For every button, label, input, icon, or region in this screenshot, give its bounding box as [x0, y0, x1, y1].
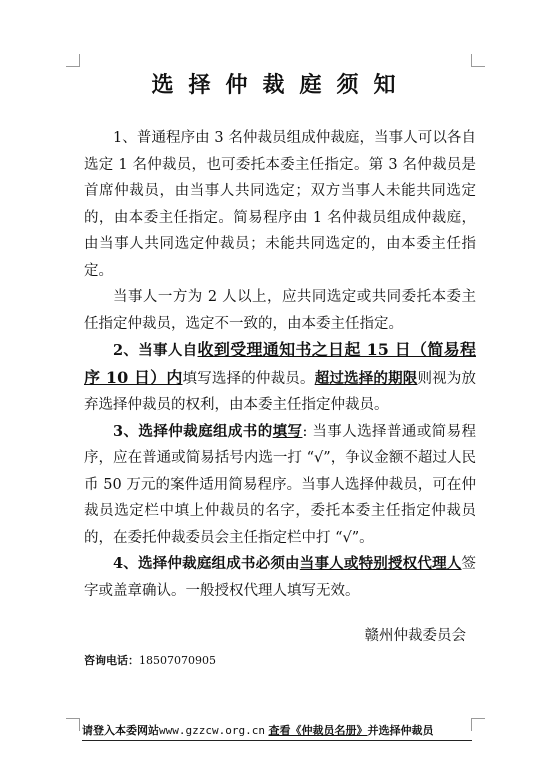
paragraph-4: [84, 551, 476, 604]
footer-roster-link[interactable]: 查看《仲裁员名册》: [268, 724, 368, 737]
p2-mid: 填写选择的仲裁员。: [182, 370, 315, 387]
footer-url[interactable]: www.gzzcw.org.cn: [159, 724, 265, 737]
paragraph-3: [84, 419, 476, 552]
signature: 赣州仲裁委员会: [364, 628, 466, 644]
p4-tail: 签字或盖章确认。一般授权代理人填写无效。: [84, 556, 476, 599]
p4-signer: 当事人或特别授权代理人: [299, 555, 462, 572]
p3-fill: 填写: [272, 422, 303, 440]
p2-lead: 2、当事人自: [113, 342, 198, 359]
p1-text: 1、普通程序由 3 名仲裁员组成仲裁庭，当事人可以各自选定 1 名仲裁员，也可委托本委主任指定。第 3 名仲裁员是首席仲裁员，由当事人共同选定；双方当事人未能共同选定的，由本委主任指定。简易程序由 1 名仲裁员组成仲裁庭，由当事人共同选定仲裁员；未能共同选定的，由本委主任指定。: [84, 130, 476, 279]
crop-mark-bottom-left: [66, 718, 80, 731]
crop-mark-top-left: [66, 54, 80, 67]
p3-tail: : 当事人选择普通或简易程序，应在普通或简易括号内选一打 “√”，争议金额不超过人民币 50 万元的案件适用简易程序。当事人选择仲裁员，可在仲裁员选定栏中填上仲裁员的名字，委托本委主任指定仲裁员的，在委托仲裁委员会主任指定栏中打 “√”。: [84, 423, 477, 546]
p2-tail: 则视为放弃选择仲裁员的权利，由本委主任指定仲裁员。: [84, 370, 477, 413]
crop-mark-bottom-right: [471, 718, 485, 731]
hotline: [84, 652, 216, 668]
hotline-label: 咨询电话：: [84, 654, 139, 667]
p2-overdue: 超过选择的期限: [314, 369, 418, 387]
footer-lead: 请登入本委网站: [82, 724, 159, 737]
document-body: [84, 125, 476, 604]
p2-deadline: 收到受理通知书之日起 15 日（简易程序 10 日）内: [84, 340, 476, 387]
paragraph-2: [84, 337, 476, 419]
p1b-text: 当事人一方为 2 人以上，应共同选定或共同委托本委主任指定仲裁员，选定不一致的，由本委主任指定。: [84, 289, 476, 332]
p4-lead: 4、选择仲裁庭组成书必须由: [113, 555, 300, 572]
paragraph-1: [84, 125, 476, 284]
footer-note: [82, 722, 472, 741]
paragraph-1b: [84, 284, 476, 337]
footer-tail: 并选择仲裁员: [367, 724, 434, 737]
hotline-number: 18507070905: [139, 654, 216, 667]
crop-mark-top-right: [471, 54, 485, 67]
document-title: 选择仲裁庭须知: [151, 72, 411, 98]
p3-lead: 3、选择仲裁庭组成书的: [113, 422, 273, 440]
